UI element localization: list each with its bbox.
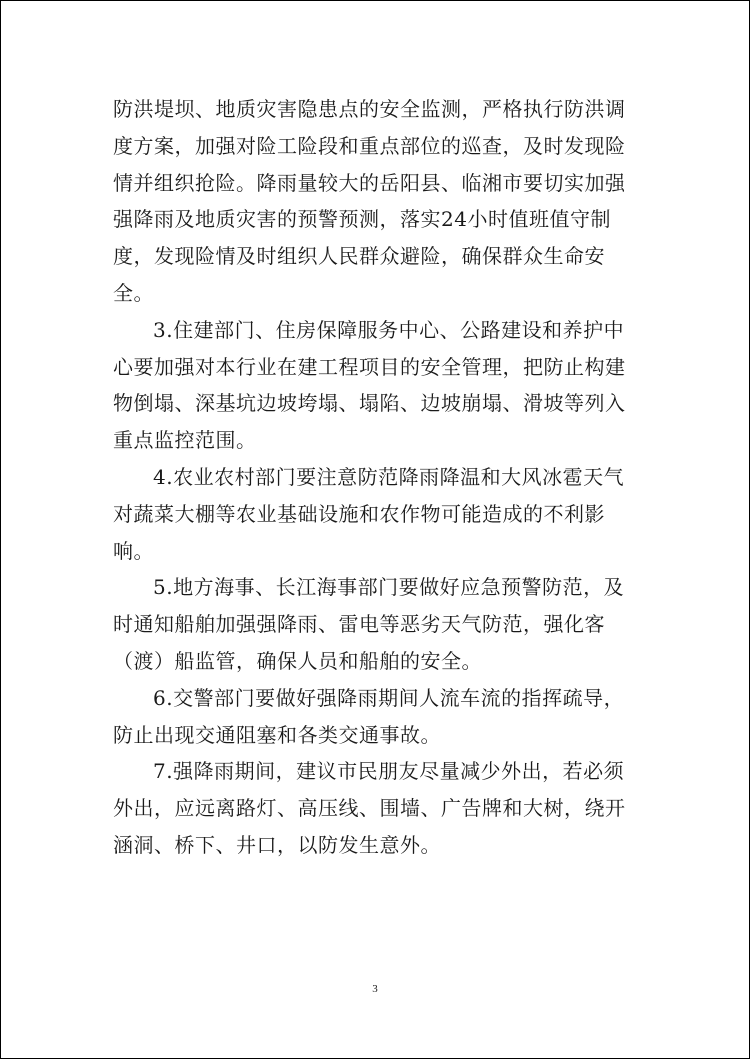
text-line: 外出，应远离路灯、高压线、围墙、广告牌和大树，绕开 [113,796,626,821]
text-line: 心要加强对本行业在建工程项目的安全管理，把防止构建 [113,354,626,379]
text-line: 7.强降雨期间，建议市民朋友尽量减少外出，若必须 [153,759,625,784]
text-line: 重点监控范围。 [113,428,257,453]
text-line: 情并组织抢险。降雨量较大的岳阳县、临湘市要切实加强 [113,170,626,195]
text-line: 响。 [113,538,154,563]
document-body [113,91,633,864]
page-number: 3 [372,983,378,995]
text-line: 度方案，加强对险工险段和重点部位的巡查，及时发现险 [113,133,626,158]
text-line: 对蔬菜大棚等农业基础设施和农作物可能造成的不利影 [113,501,605,526]
paragraph-item-7 [113,753,633,863]
text-line: 涵洞、桥下、井口，以防发生意外。 [113,832,441,857]
text-line: 5.地方海事、长江海事部门要做好应急预警防范，及 [153,575,625,600]
paragraph-item-5 [113,569,633,679]
text-line: 强降雨及地质灾害的预警预测，落实24小时值班值守制 [113,207,611,232]
text-line: 度，发现险情及时组织人民群众避险，确保群众生命安 [113,244,605,269]
text-line: （渡）船监管，确保人员和船舶的安全。 [113,648,482,673]
text-line: 3.住建部门、住房保障服务中心、公路建设和养护中 [153,317,625,342]
paragraph-item-4 [113,459,633,569]
text-line: 时通知船舶加强强降雨、雷电等恶劣天气防范，强化客 [113,612,605,637]
text-line: 6.交警部门要做好强降雨期间人流车流的指挥疏导， [153,685,625,710]
text-line: 物倒塌、深基坑边坡垮塌、塌陷、边坡崩塌、滑坡等列入 [113,391,626,416]
paragraph-item-6 [113,680,633,754]
paragraph-continuation [113,91,633,312]
paragraph-item-3 [113,312,633,459]
text-line: 全。 [113,280,154,305]
text-line: 4.农业农村部门要注意防范降雨降温和大风冰雹天气 [153,464,625,489]
text-line: 防止出现交通阻塞和各类交通事故。 [113,722,441,747]
text-line: 防洪堤坝、地质灾害隐患点的安全监测，严格执行防洪调 [113,97,626,121]
